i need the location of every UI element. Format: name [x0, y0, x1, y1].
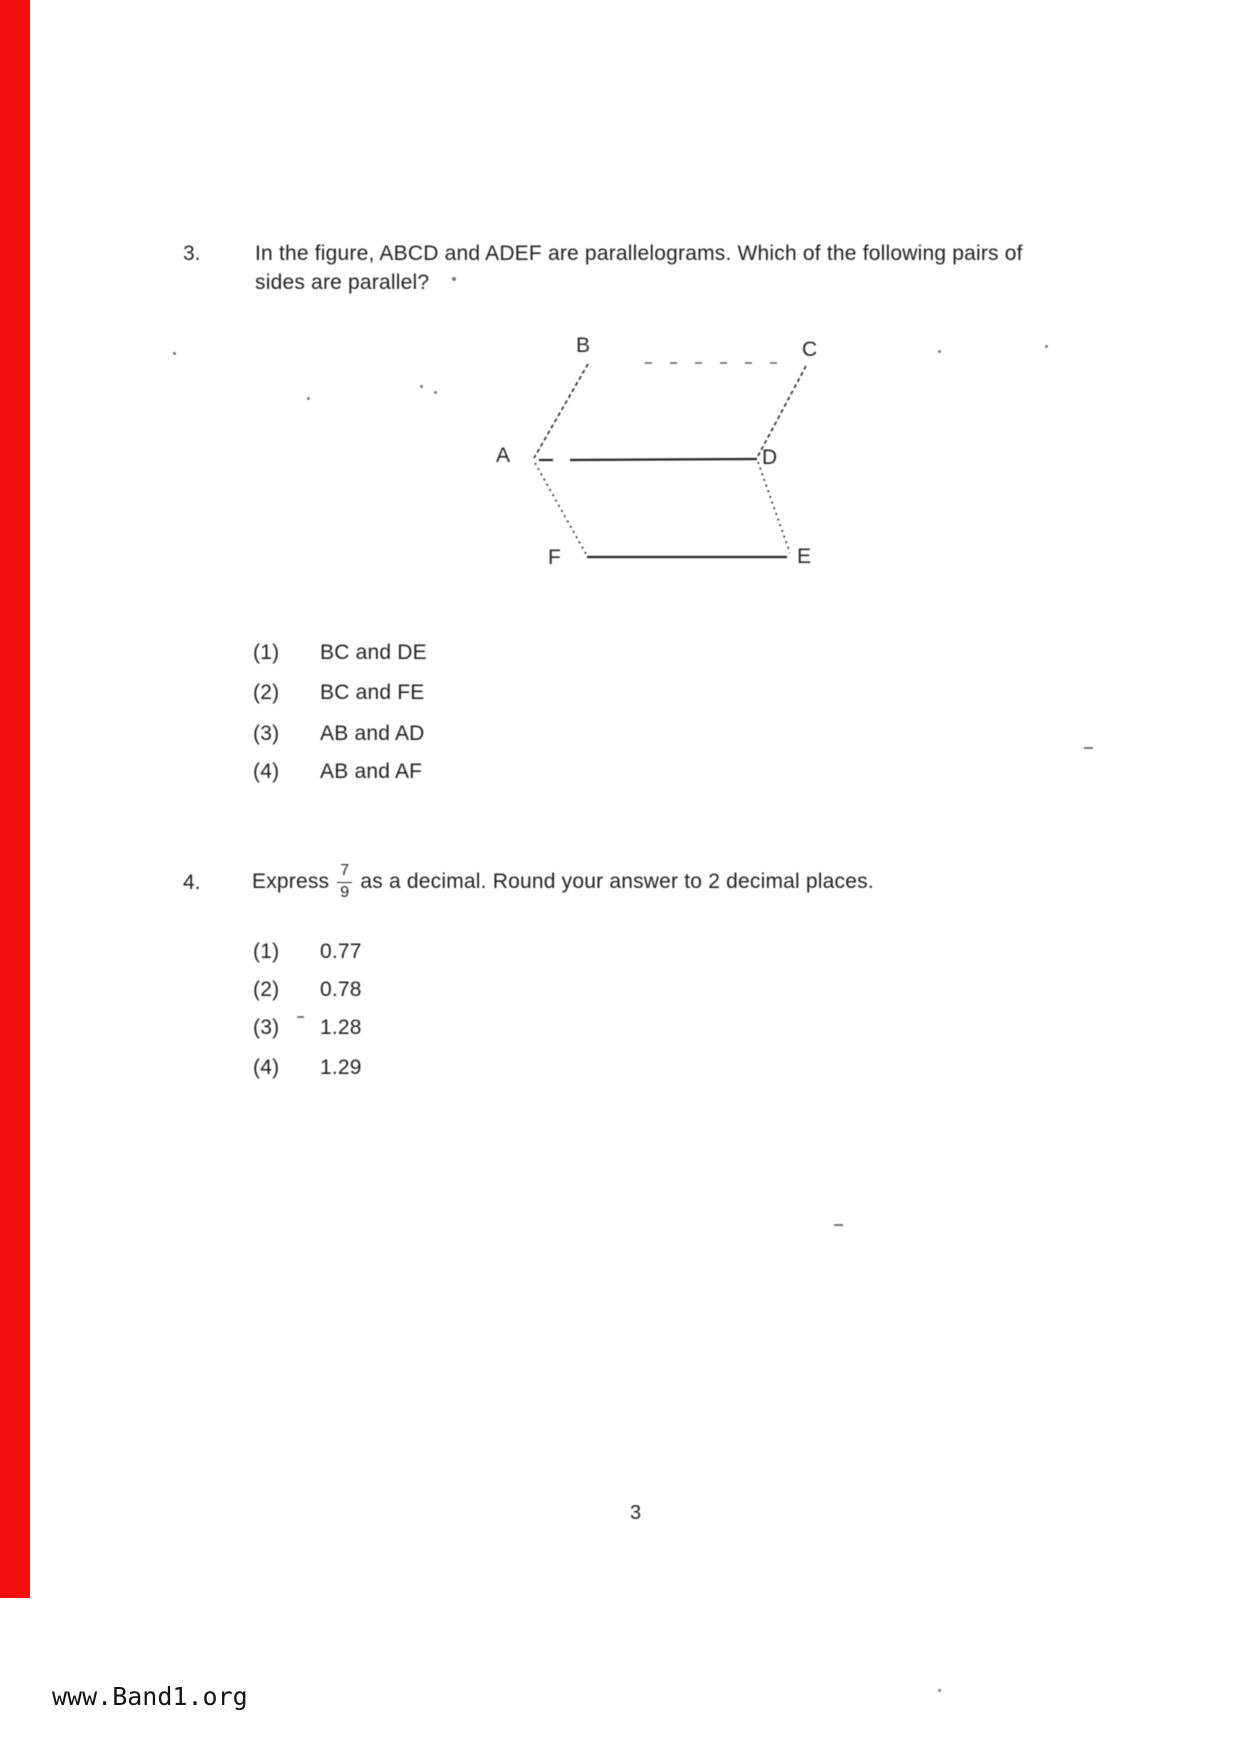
- q3-option-2-text: BC and FE: [320, 681, 425, 704]
- fraction-7-9: [337, 862, 352, 902]
- q3-option-3-text: AB and AD: [320, 722, 425, 745]
- scan-speck: [297, 1016, 304, 1018]
- line-AF: [535, 463, 586, 554]
- line-AD: [570, 459, 757, 460]
- scan-speck: [938, 350, 941, 353]
- q4-option-1-text: 0.77: [320, 940, 362, 963]
- q3-option-3: [253, 721, 425, 747]
- q4-option-2-number: (2): [253, 978, 280, 1001]
- q4-text-before: Express: [252, 870, 330, 893]
- fraction-denominator: 9: [340, 883, 350, 901]
- vertex-label-a: A: [496, 444, 511, 467]
- q3-option-3-number: (3): [253, 722, 280, 745]
- q4-option-4-text: 1.29: [320, 1056, 362, 1079]
- question-3-number: 3.: [183, 242, 201, 265]
- scan-speck: [173, 352, 176, 355]
- q4-option-2-text: 0.78: [320, 978, 362, 1001]
- q4-option-1: [253, 939, 362, 965]
- q3-option-4: [253, 759, 422, 785]
- vertex-label-b: B: [576, 334, 591, 357]
- q3-option-1-text: BC and DE: [320, 641, 427, 664]
- question-3-text-line2: sides are parallel?: [255, 271, 430, 294]
- question-3-text-line1: In the figure, ABCD and ADEF are parallelograms. Which of the following pairs of: [255, 242, 1023, 265]
- q4-option-4: [253, 1055, 362, 1081]
- q4-option-4-number: (4): [253, 1056, 280, 1079]
- parallelogram-figure: [440, 300, 860, 590]
- q4-option-3: [253, 1015, 362, 1041]
- q4-option-1-number: (1): [253, 940, 280, 963]
- q3-option-4-number: (4): [253, 760, 280, 783]
- q4-option-2: [253, 977, 362, 1003]
- vertex-label-d: D: [762, 446, 778, 469]
- q3-option-1-number: (1): [253, 641, 280, 664]
- q3-option-2-number: (2): [253, 681, 280, 704]
- question-4-text: [252, 852, 874, 912]
- q4-option-3-text: 1.28: [320, 1016, 362, 1039]
- q3-option-1: [253, 640, 427, 666]
- scan-speck: [834, 1224, 843, 1226]
- q4-option-3-number: (3): [253, 1016, 280, 1039]
- scan-speck: [1084, 747, 1093, 749]
- q3-option-2: [253, 680, 425, 706]
- question-4-number: 4.: [183, 871, 201, 894]
- vertex-label-e: E: [797, 545, 812, 568]
- vertex-label-c: C: [802, 338, 818, 361]
- q3-option-4-text: AB and AF: [320, 760, 423, 783]
- fraction-numerator: 7: [337, 862, 352, 882]
- scan-speck: [452, 277, 456, 281]
- line-DE: [758, 462, 790, 553]
- scan-speck: [1045, 345, 1048, 348]
- scan-speck: [307, 397, 310, 400]
- vertex-label-f: F: [548, 546, 561, 569]
- page-number: 3: [630, 1502, 642, 1524]
- scan-speck: [434, 391, 437, 394]
- watermark-url: www.Band1.org: [52, 1682, 248, 1711]
- line-BA: [534, 364, 588, 458]
- scan-speck: [420, 385, 423, 388]
- q4-text-after: as a decimal. Round your answer to 2 decimal places.: [360, 870, 874, 893]
- scan-speck: [938, 1689, 941, 1692]
- line-CD: [758, 366, 806, 456]
